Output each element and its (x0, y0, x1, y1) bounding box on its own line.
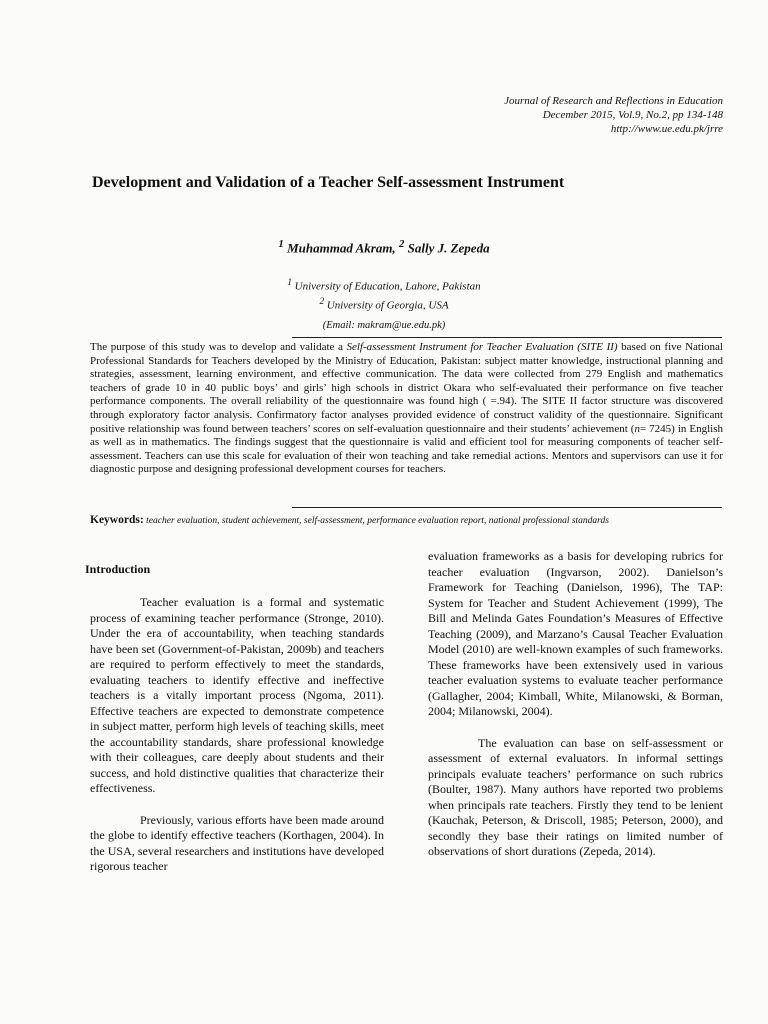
affiliations (0, 275, 768, 312)
journal-header (504, 94, 723, 136)
affiliation-2 (0, 294, 768, 313)
author-2-name: Sally J. Zepeda (407, 240, 490, 256)
abstract-part-3: = 7245) in English as well as in mathematics. The findings suggest that the questionnaire is valid and efficient tool for measuring components of teacher self-assessment. Teachers can use this scale for evaluation of their won teaching and take remedial actions. Mentors and supervisors can use it for diagnostic purpose and designing professional development courses for teachers. (90, 422, 723, 476)
affiliation-2-superscript: 2 (319, 295, 325, 306)
journal-url[interactable]: http://www.ue.edu.pk/jrre (610, 123, 723, 135)
abstract-bottom-rule (292, 507, 722, 508)
right-paragraph-1: evaluation frameworks as a basis for developing rubrics for teacher evaluation (Ingvarson, 2002). Danielson’s Framework for Teaching (Danielson, 1996), The TAP: System for Teacher and Student Achievement (1999), The Bill and Melinda Gates Foundation’s Measures of Effective Teaching (2009), and Marzano’s Causal Teacher Evaluation Model (2010) are well-known examples of such frameworks. These frameworks have been extensively used in various teacher evaluation systems to evaluate teacher performance (Gallagher, 2004; Kimball, White, Milanowski, & Borman, 2004; Milanowski, 2004). (428, 549, 723, 718)
abstract (90, 341, 723, 477)
left-column (90, 595, 384, 875)
journal-issue: December 2015, Vol.9, No.2, pp 134-148 (542, 109, 723, 121)
author-1-name: Muhammad Akram, (287, 240, 396, 256)
author-2-superscript: 2 (398, 238, 405, 250)
affiliation-1-text: University of Education, Lahore, Pakistan (294, 280, 481, 293)
left-paragraph-2: Previously, various efforts have been made around the globe to identify effective teachers (Korthagen, 2004). In the USA, several researchers and institutions have developed rigorous teacher (90, 812, 384, 873)
keywords-label: Keywords: (90, 514, 144, 526)
abstract-n-symbol: n (634, 422, 640, 435)
author-1-superscript: 1 (278, 238, 284, 250)
affiliation-1-superscript: 1 (287, 277, 292, 287)
abstract-part-1: The purpose of this study was to develop and validate a (90, 341, 347, 353)
right-paragraph-2: The evaluation can base on self-assessment or assessment of external evaluators. In informal settings principals evaluate teachers’ performance on such rubrics (Boulter, 1987). Many authors have reported two problems when principals rate teachers. Firstly they tend to be lenient (Kauchak, Peterson, & Driscoll, 1985; Peterson, 2000), and secondly they base their ratings on limited number of observations of short durations (Zepeda, 2014). (428, 735, 723, 858)
introduction-heading: Introduction (85, 562, 151, 576)
author-line (0, 238, 768, 256)
abstract-top-rule (292, 337, 722, 338)
paper-title: Development and Validation of a Teacher Self-assessment Instrument (92, 174, 565, 191)
affiliation-2-text: University of Georgia, USA (326, 299, 449, 312)
right-column (428, 549, 723, 860)
contact-email: (Email: makram@ue.edu.pk) (322, 320, 446, 331)
journal-name: Journal of Research and Reflections in Education (504, 95, 723, 107)
affiliation-1 (0, 275, 768, 294)
abstract-part-2: based on five National Professional Standards for Teachers developed by the Ministry of Education, Pakistan: subject matter knowledge, instructional planning and strategies, assessment, learning environment, and effective communication. The data were collected from 279 English and mathematics teachers of grade 10 in 40 public boys’ and girls’ high schools in district Okara who self-evaluated their performance on five teacher performance components. The overall reliability of the questionnaire was found high ( =.94). The SITE II factor structure was discovered through exploratory factor analysis. Confirmatory factor analyses provided evidence of construct validity of the questionnaire. Significant positive relationship was found between teachers’ scores on self-evaluation questionnaire and their students’ achievement ( (90, 341, 723, 435)
left-paragraph-1: Teacher evaluation is a formal and systematic process of examining teacher performance (Stronge, 2010). Under the era of accountability, when teaching standards have been set (Government-of-Pakistan, 2009b) and teachers are required to perform effectively to meet the standards, evaluating teachers to identify effective and ineffective teachers is a vitally important process (Ngoma, 2011). Effective teachers are expected to demonstrate competence in subject matter, perform high levels of teaching skills, meet the accountability standards, share professional knowledge with their colleagues, care deeply about students and their success, and hold distinctive qualities that characterize their effectiveness. (90, 595, 384, 795)
keywords-text: teacher evaluation, student achievement, self-assessment, performance evaluation report, national professional standards (146, 516, 609, 526)
keywords (90, 513, 680, 528)
abstract-instrument-name: Self-assessment Instrument for Teacher Evaluation (SITE II) (346, 341, 618, 353)
